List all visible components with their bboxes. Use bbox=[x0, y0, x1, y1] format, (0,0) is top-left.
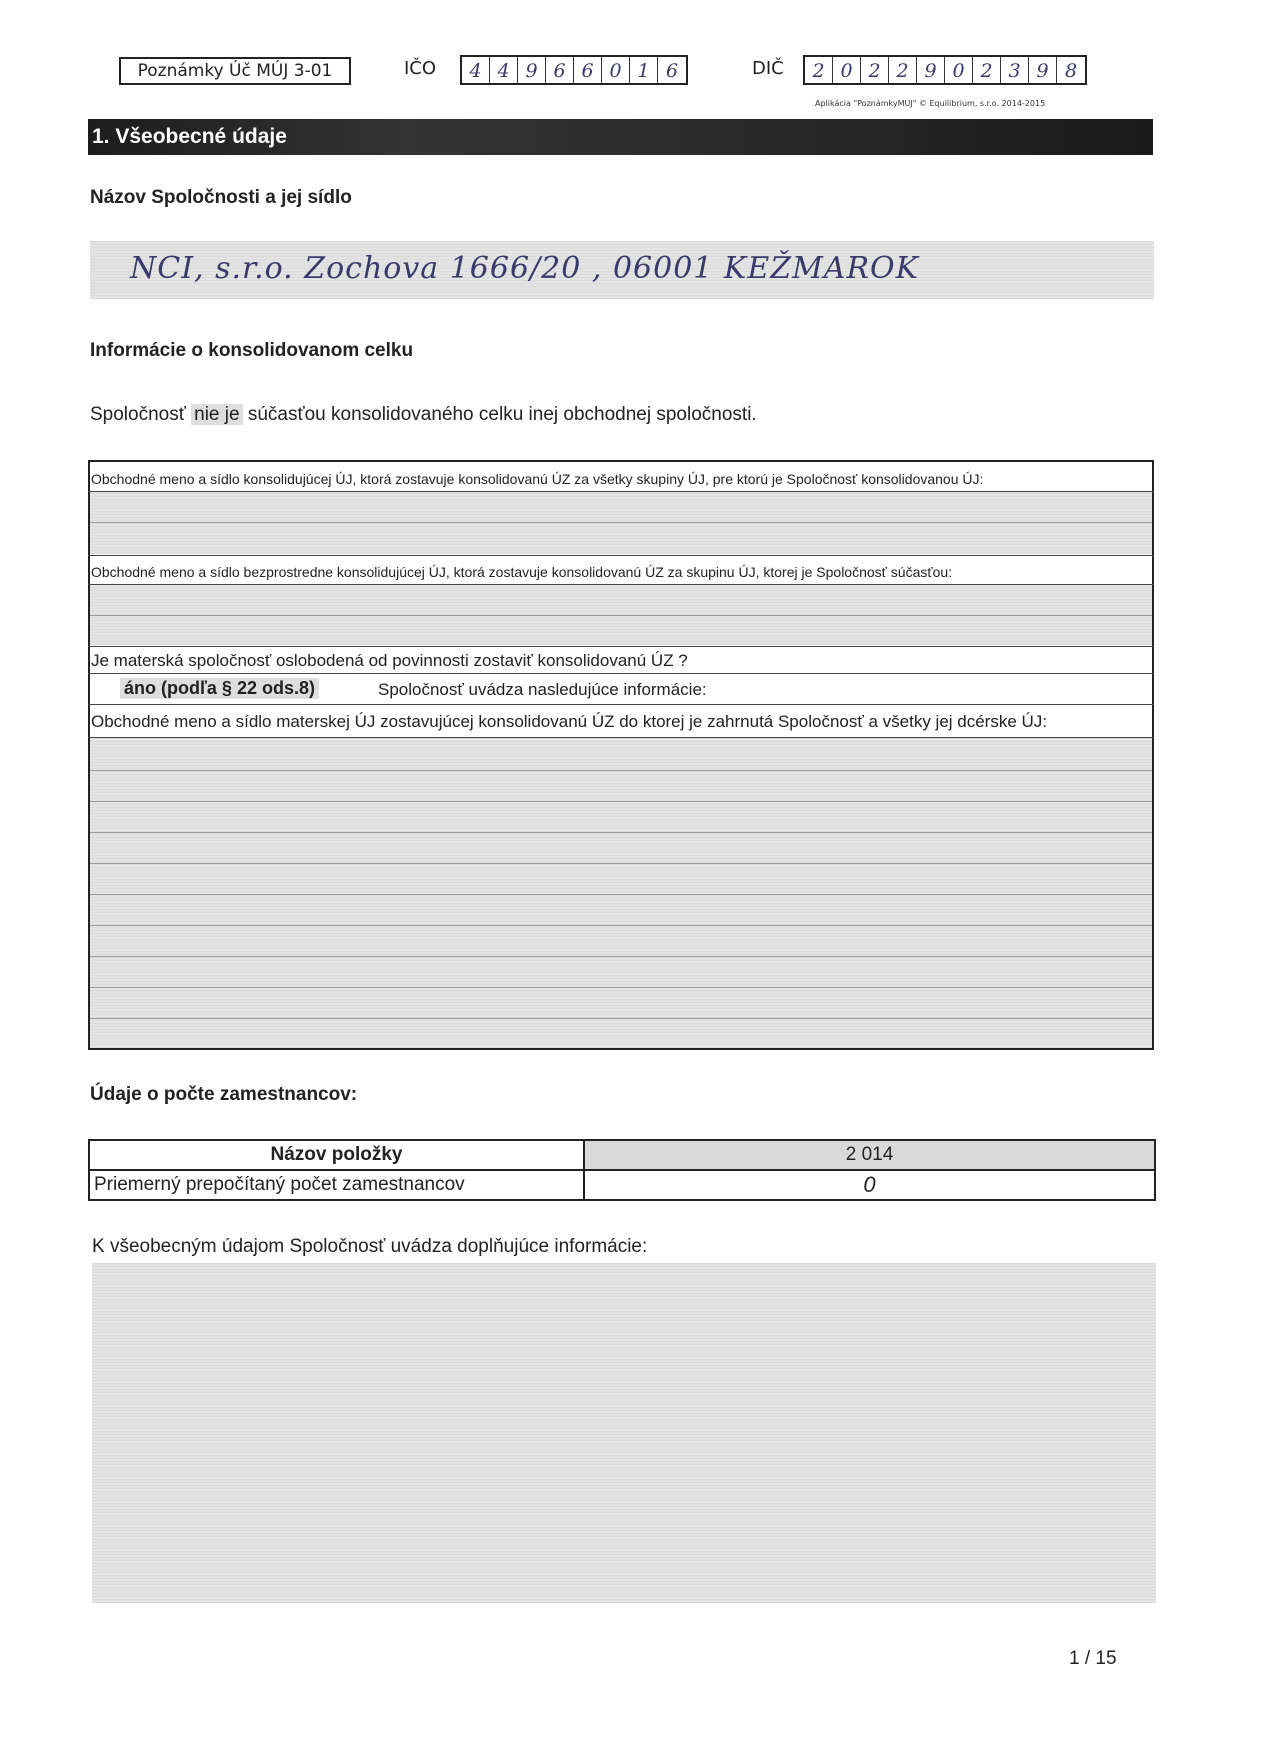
company-name-field bbox=[90, 241, 1154, 299]
dic-digit: 0 bbox=[833, 57, 861, 83]
section-title-bar: 1. Všeobecné údaje bbox=[88, 119, 1153, 155]
ico-digit-boxes bbox=[460, 55, 688, 85]
form-code-box: Poznámky Úč MÚJ 3-01 bbox=[119, 57, 351, 85]
divider bbox=[90, 925, 1152, 926]
table-row bbox=[89, 1170, 1155, 1200]
page-number: 1 / 15 bbox=[1069, 1648, 1117, 1669]
consolidation-statement bbox=[90, 404, 757, 426]
consolidation-heading: Informácie o konsolidovanom celku bbox=[90, 340, 414, 361]
q3-label: Je materská spoločnosť oslobodená od povinnosti zostaviť konsolidovanú ÚZ ? bbox=[91, 651, 688, 670]
q3-note: Spoločnosť uvádza nasledujúce informácie: bbox=[378, 680, 707, 699]
ico-digit: 9 bbox=[518, 57, 546, 83]
table-header-row bbox=[89, 1140, 1155, 1170]
ico-digit: 0 bbox=[602, 57, 630, 83]
company-name-value: NCI, s.r.o. Zochova 1666/20 , 06001 KEŽMAROK bbox=[130, 251, 920, 286]
employees-heading: Údaje o počte zamestnancov: bbox=[90, 1084, 358, 1105]
ico-digit: 6 bbox=[574, 57, 602, 83]
dic-digit: 0 bbox=[945, 57, 973, 83]
dic-label: DIČ bbox=[752, 58, 784, 79]
row-label: Priemerný prepočítaný počet zamestnancov bbox=[89, 1170, 584, 1200]
divider bbox=[90, 894, 1152, 895]
ico-digit: 1 bbox=[630, 57, 658, 83]
dic-digit-boxes bbox=[803, 55, 1087, 85]
divider bbox=[90, 615, 1152, 616]
col-year-header: 2 014 bbox=[584, 1140, 1155, 1170]
row-value: 0 bbox=[584, 1170, 1155, 1200]
divider bbox=[88, 555, 1154, 556]
dic-digit: 2 bbox=[861, 57, 889, 83]
company-heading: Názov Spoločnosti a jej sídlo bbox=[90, 187, 352, 208]
employees-table bbox=[88, 1139, 1156, 1201]
q2-label: Obchodné meno a sídlo bezprostredne konsolidujúcej ÚJ, ktorá zostavuje konsolidovanú ÚZ za skupinu ÚJ, ktorej je Spoločnosť súčasťou: bbox=[91, 564, 953, 580]
dic-digit: 9 bbox=[1029, 57, 1057, 83]
statement-value: nie je bbox=[191, 404, 242, 425]
divider bbox=[90, 801, 1152, 802]
q4-label: Obchodné meno a sídlo materskej ÚJ zostavujúcej konsolidovanú ÚZ do ktorej je zahrnutá Spoločnosť a všetky jej dcérske ÚJ: bbox=[91, 712, 1048, 731]
ico-digit: 6 bbox=[665, 60, 679, 82]
divider bbox=[88, 646, 1154, 647]
divider bbox=[90, 832, 1152, 833]
dic-digit: 3 bbox=[1001, 57, 1029, 83]
q1-answer-field bbox=[90, 492, 1152, 554]
ico-digit: 4 bbox=[490, 57, 518, 83]
divider bbox=[88, 673, 1154, 674]
divider bbox=[88, 704, 1154, 705]
divider bbox=[90, 522, 1152, 523]
col-item-header: Názov položky bbox=[89, 1140, 584, 1170]
q1-label: Obchodné meno a sídlo konsolidujúcej ÚJ, ktorá zostavuje konsolidovanú ÚZ za všetky skupiny ÚJ, pre ktorú je Spoločnosť konsolidovanou ÚJ: bbox=[91, 471, 984, 487]
additional-info-field bbox=[92, 1263, 1156, 1603]
dic-digit: 8 bbox=[1064, 60, 1078, 82]
q4-answer-field bbox=[90, 738, 1152, 1048]
statement-suffix: súčasťou konsolidovaného celku inej obchodnej spoločnosti. bbox=[247, 404, 757, 425]
app-credit: Aplikácia "PoznámkyMUJ" © Equilibrium, s.r.o. 2014-2015 bbox=[815, 99, 1046, 108]
dic-digit: 2 bbox=[805, 57, 833, 83]
divider bbox=[90, 863, 1152, 864]
statement-prefix: Spoločnosť bbox=[90, 404, 186, 425]
ico-label: IČO bbox=[404, 58, 437, 79]
divider bbox=[90, 770, 1152, 771]
dic-digit: 9 bbox=[917, 57, 945, 83]
additional-heading: K všeobecným údajom Spoločnosť uvádza doplňujúce informácie: bbox=[92, 1236, 648, 1257]
divider bbox=[90, 956, 1152, 957]
ico-digit: 6 bbox=[546, 57, 574, 83]
q3-answer: áno (podľa § 22 ods.8) bbox=[120, 678, 319, 699]
divider bbox=[90, 1018, 1152, 1019]
dic-digit: 2 bbox=[889, 57, 917, 83]
dic-digit: 2 bbox=[973, 57, 1001, 83]
divider bbox=[90, 987, 1152, 988]
ico-digit: 4 bbox=[462, 57, 490, 83]
